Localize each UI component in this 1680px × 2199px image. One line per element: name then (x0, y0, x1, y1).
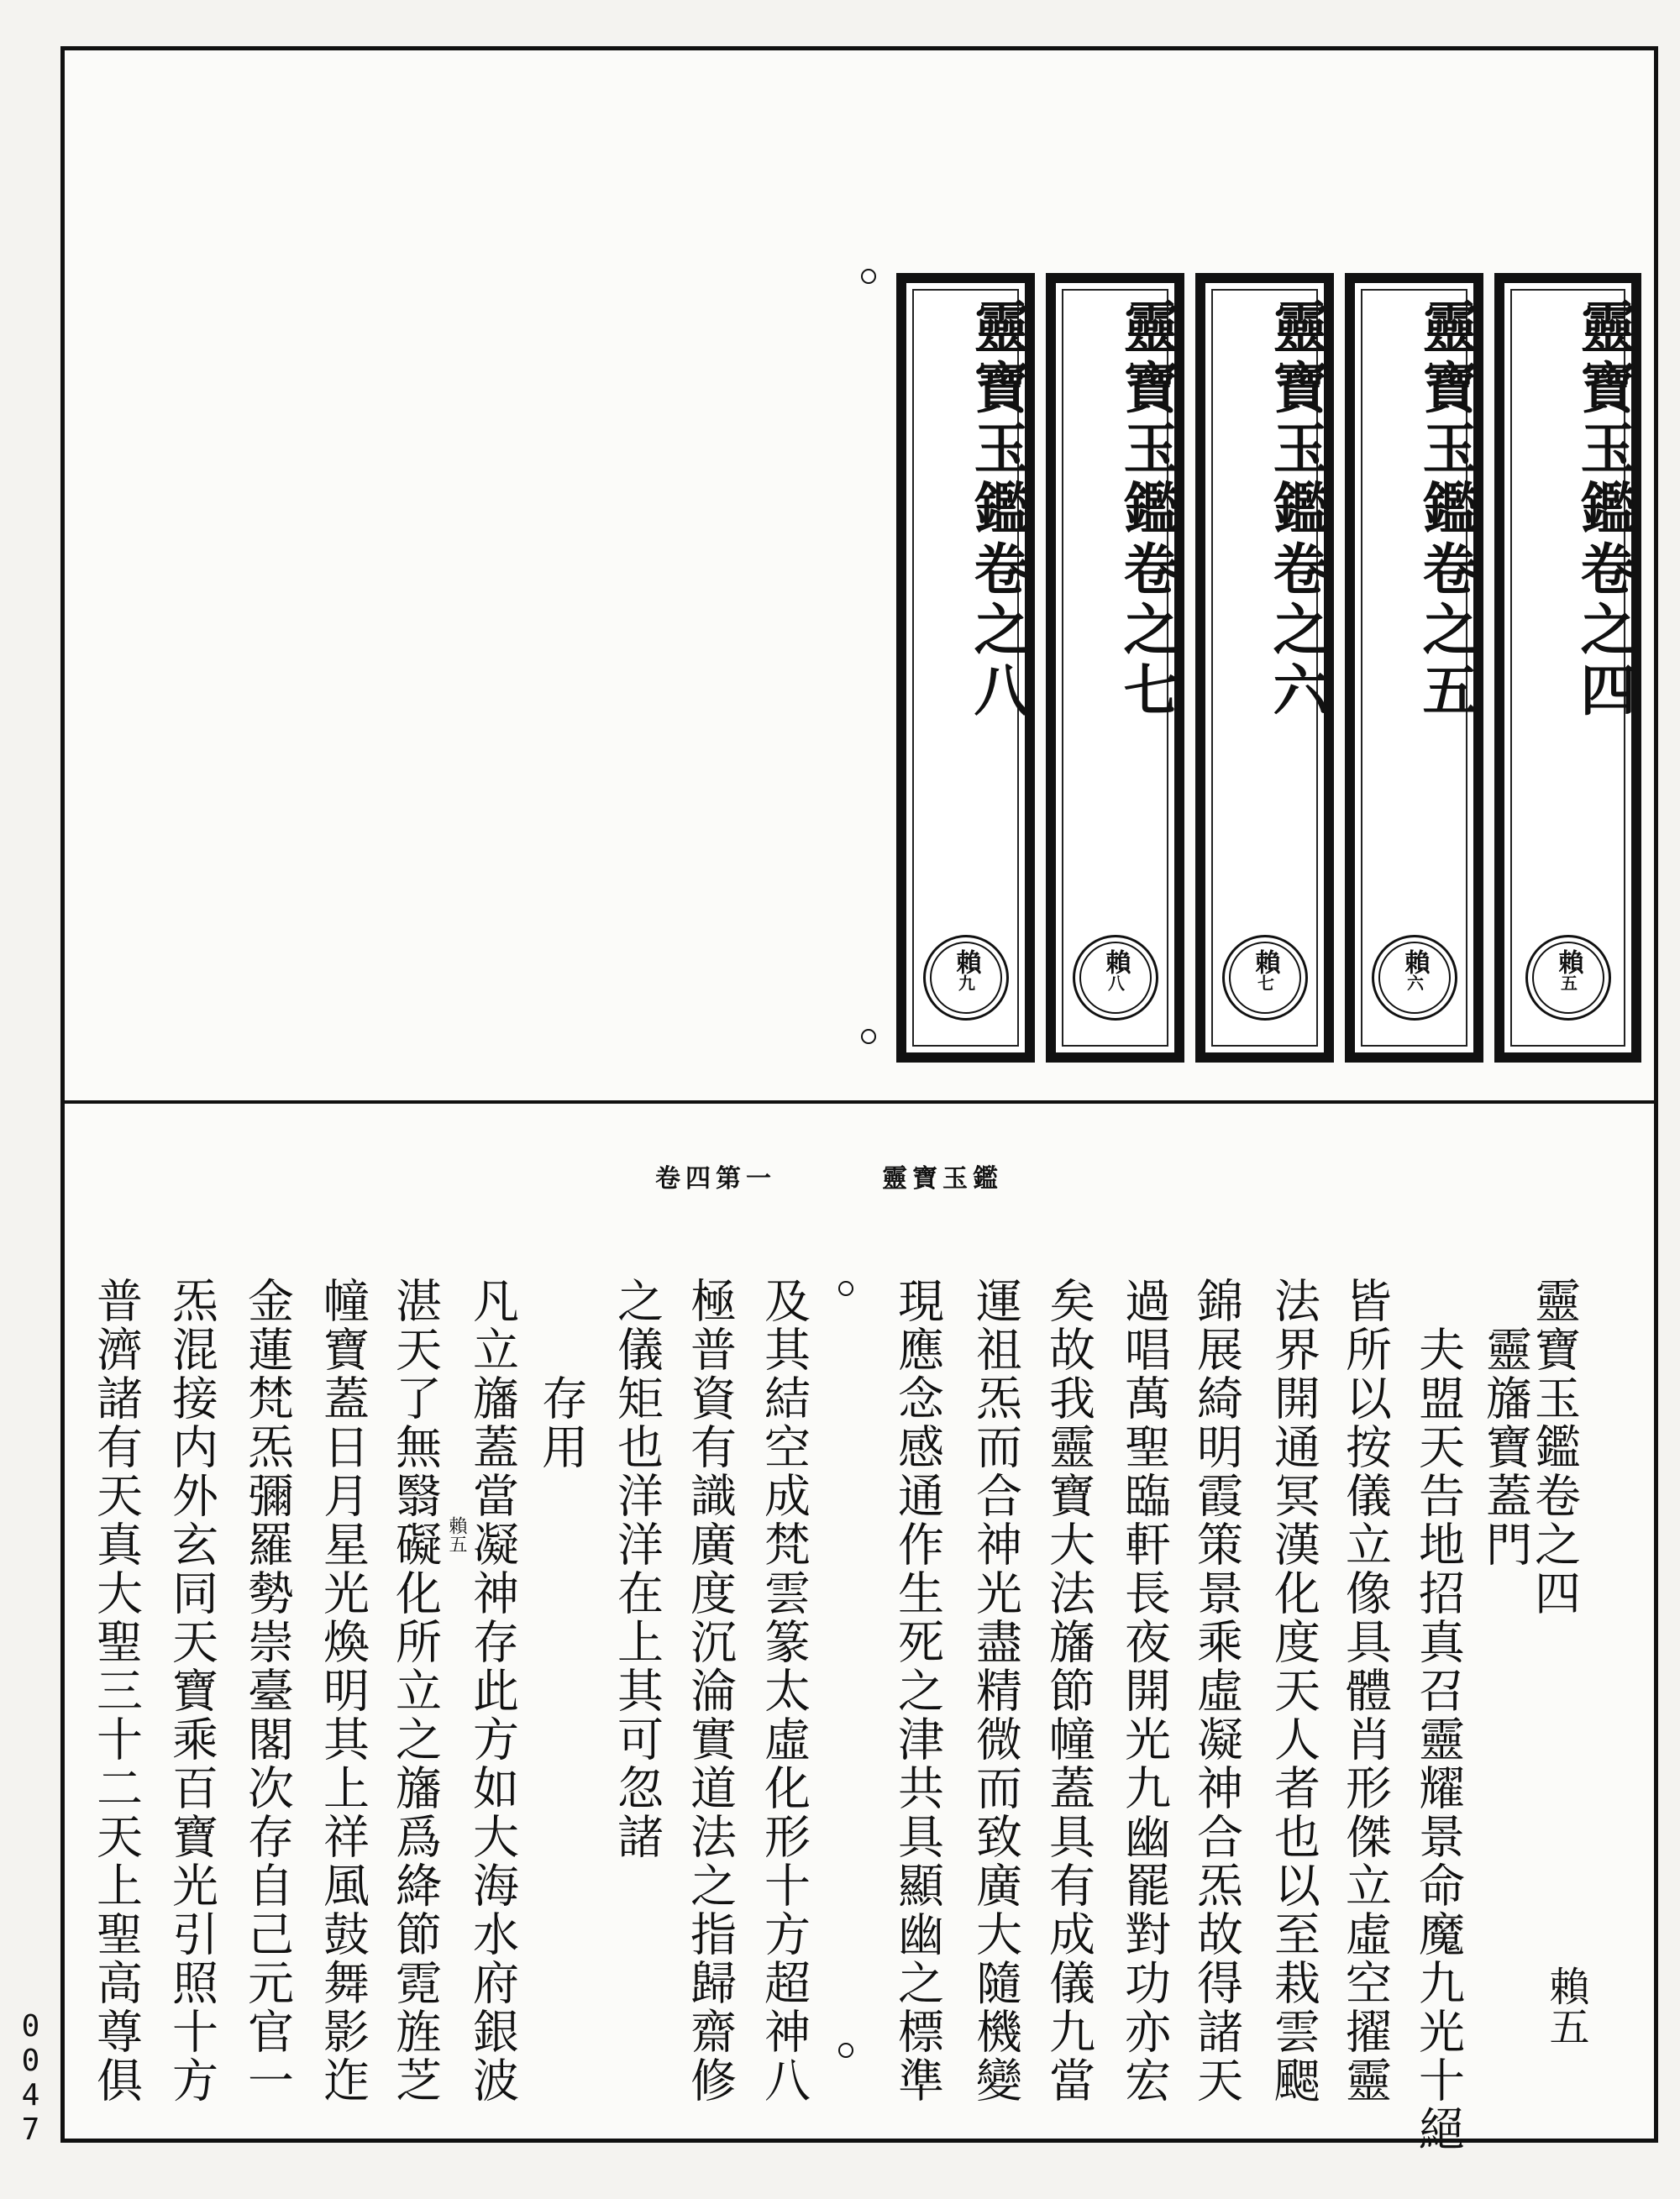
volume-cover-4 (1494, 273, 1641, 1063)
text-column-8: 矣故我靈寶大法旛節幢蓋具有成儀九當 (1042, 1277, 1095, 2105)
seal (1525, 935, 1611, 1021)
text-column-14: 存用 (534, 1277, 588, 1472)
volume-cover-7 (1046, 273, 1184, 1063)
volume-cover-6 (1195, 273, 1334, 1063)
header-title: 靈寶玉鑑 (882, 1164, 1003, 1194)
binding-hole-top (861, 269, 876, 284)
volume-label: 賴五 (1542, 1965, 1589, 2046)
text-column-7: 過唱萬聖臨軒長夜開光九幽罷對功亦宏 (1117, 1277, 1171, 2105)
text-column-12: 極普資有識廣度沉淪實道法之指歸齋修 (683, 1277, 737, 2105)
cover-title: 靈寶玉鑑卷之四 (1571, 298, 1636, 722)
binding-hole-bottom (861, 1029, 876, 1044)
text-column-15: 凡立旛蓋當凝神存此方如大海水府銀波 (465, 1277, 519, 2105)
text-column-3: 夫盟天告地招真召靈耀景命魔九光十絕 (1411, 1277, 1465, 2154)
text-column-19: 炁混接内外玄同天寶乘百寶光引照十方 (165, 1277, 218, 2105)
text-column-6: 錦展綺明霞策景乘虛凝神合炁故得諸天 (1189, 1277, 1243, 2105)
cover-title: 靈寶玉鑑卷之五 (1413, 298, 1478, 722)
header-volume: 卷四第一 (655, 1164, 776, 1194)
seal-main: 賴 (1399, 949, 1430, 974)
margin-note: 賴五 (446, 1516, 467, 1553)
seal-main: 賴 (951, 949, 981, 974)
text-column-16: 湛天了無翳礙化所立之旛爲絳節霓旌芝 (388, 1277, 442, 2105)
text-column-13: 之儀矩也洋洋在上其可忽諸 (610, 1277, 664, 1861)
text-column-5: 法界開通冥漢化度天人者也以至栽雲颸 (1267, 1277, 1320, 2105)
text-column-17: 幢寶蓋日月星光煥明其上祥風鼓舞影迮 (316, 1277, 370, 2105)
binding-hole-top (838, 1281, 853, 1296)
seal (1222, 935, 1308, 1021)
page-number: 0047 (13, 2009, 48, 2147)
text-column-10: 現應念感通作生死之津共具顯幽之標準 (890, 1277, 944, 2105)
seal (1372, 935, 1457, 1021)
binding-hole-bottom (838, 2043, 853, 2058)
text-column-2: 靈旛寶蓋門 (1478, 1277, 1532, 1569)
seal-sub: 八 (1105, 974, 1126, 991)
cover-title: 靈寶玉鑑卷之七 (1114, 298, 1179, 722)
text-column-4: 皆所以按儀立像具體肖形傑立虛空擢靈 (1338, 1277, 1392, 2105)
text-column-18: 金蓮梵炁彌羅勢崇臺閣次存自己元官一 (240, 1277, 294, 2105)
volume-cover-8 (896, 273, 1035, 1063)
page-divider (65, 1100, 1654, 1104)
seal-sub: 九 (955, 974, 976, 991)
seal-sub: 五 (1557, 974, 1578, 991)
seal-main: 賴 (1553, 949, 1583, 974)
text-column-9: 運祖炁而合神光盡精微而致廣大隨機變 (969, 1277, 1022, 2105)
seal (923, 935, 1009, 1021)
seal (1073, 935, 1158, 1021)
text-column-1: 靈寶玉鑑卷之四 (1527, 1277, 1581, 1618)
seal-sub: 六 (1404, 974, 1425, 991)
volume-covers (837, 223, 1636, 1054)
cover-title: 靈寶玉鑑卷之六 (1263, 298, 1329, 722)
text-column-11: 及其結空成梵雲篆太虛化形十方超神八 (757, 1277, 811, 2105)
seal-sub: 七 (1254, 974, 1275, 991)
seal-main: 賴 (1250, 949, 1280, 974)
cover-title: 靈寶玉鑑卷之八 (964, 298, 1030, 722)
text-column-20: 普濟諸有天真大聖三十二天上聖高尊俱 (89, 1277, 143, 2105)
seal-main: 賴 (1100, 949, 1131, 974)
running-header (655, 1157, 1176, 1199)
volume-cover-5 (1345, 273, 1483, 1063)
